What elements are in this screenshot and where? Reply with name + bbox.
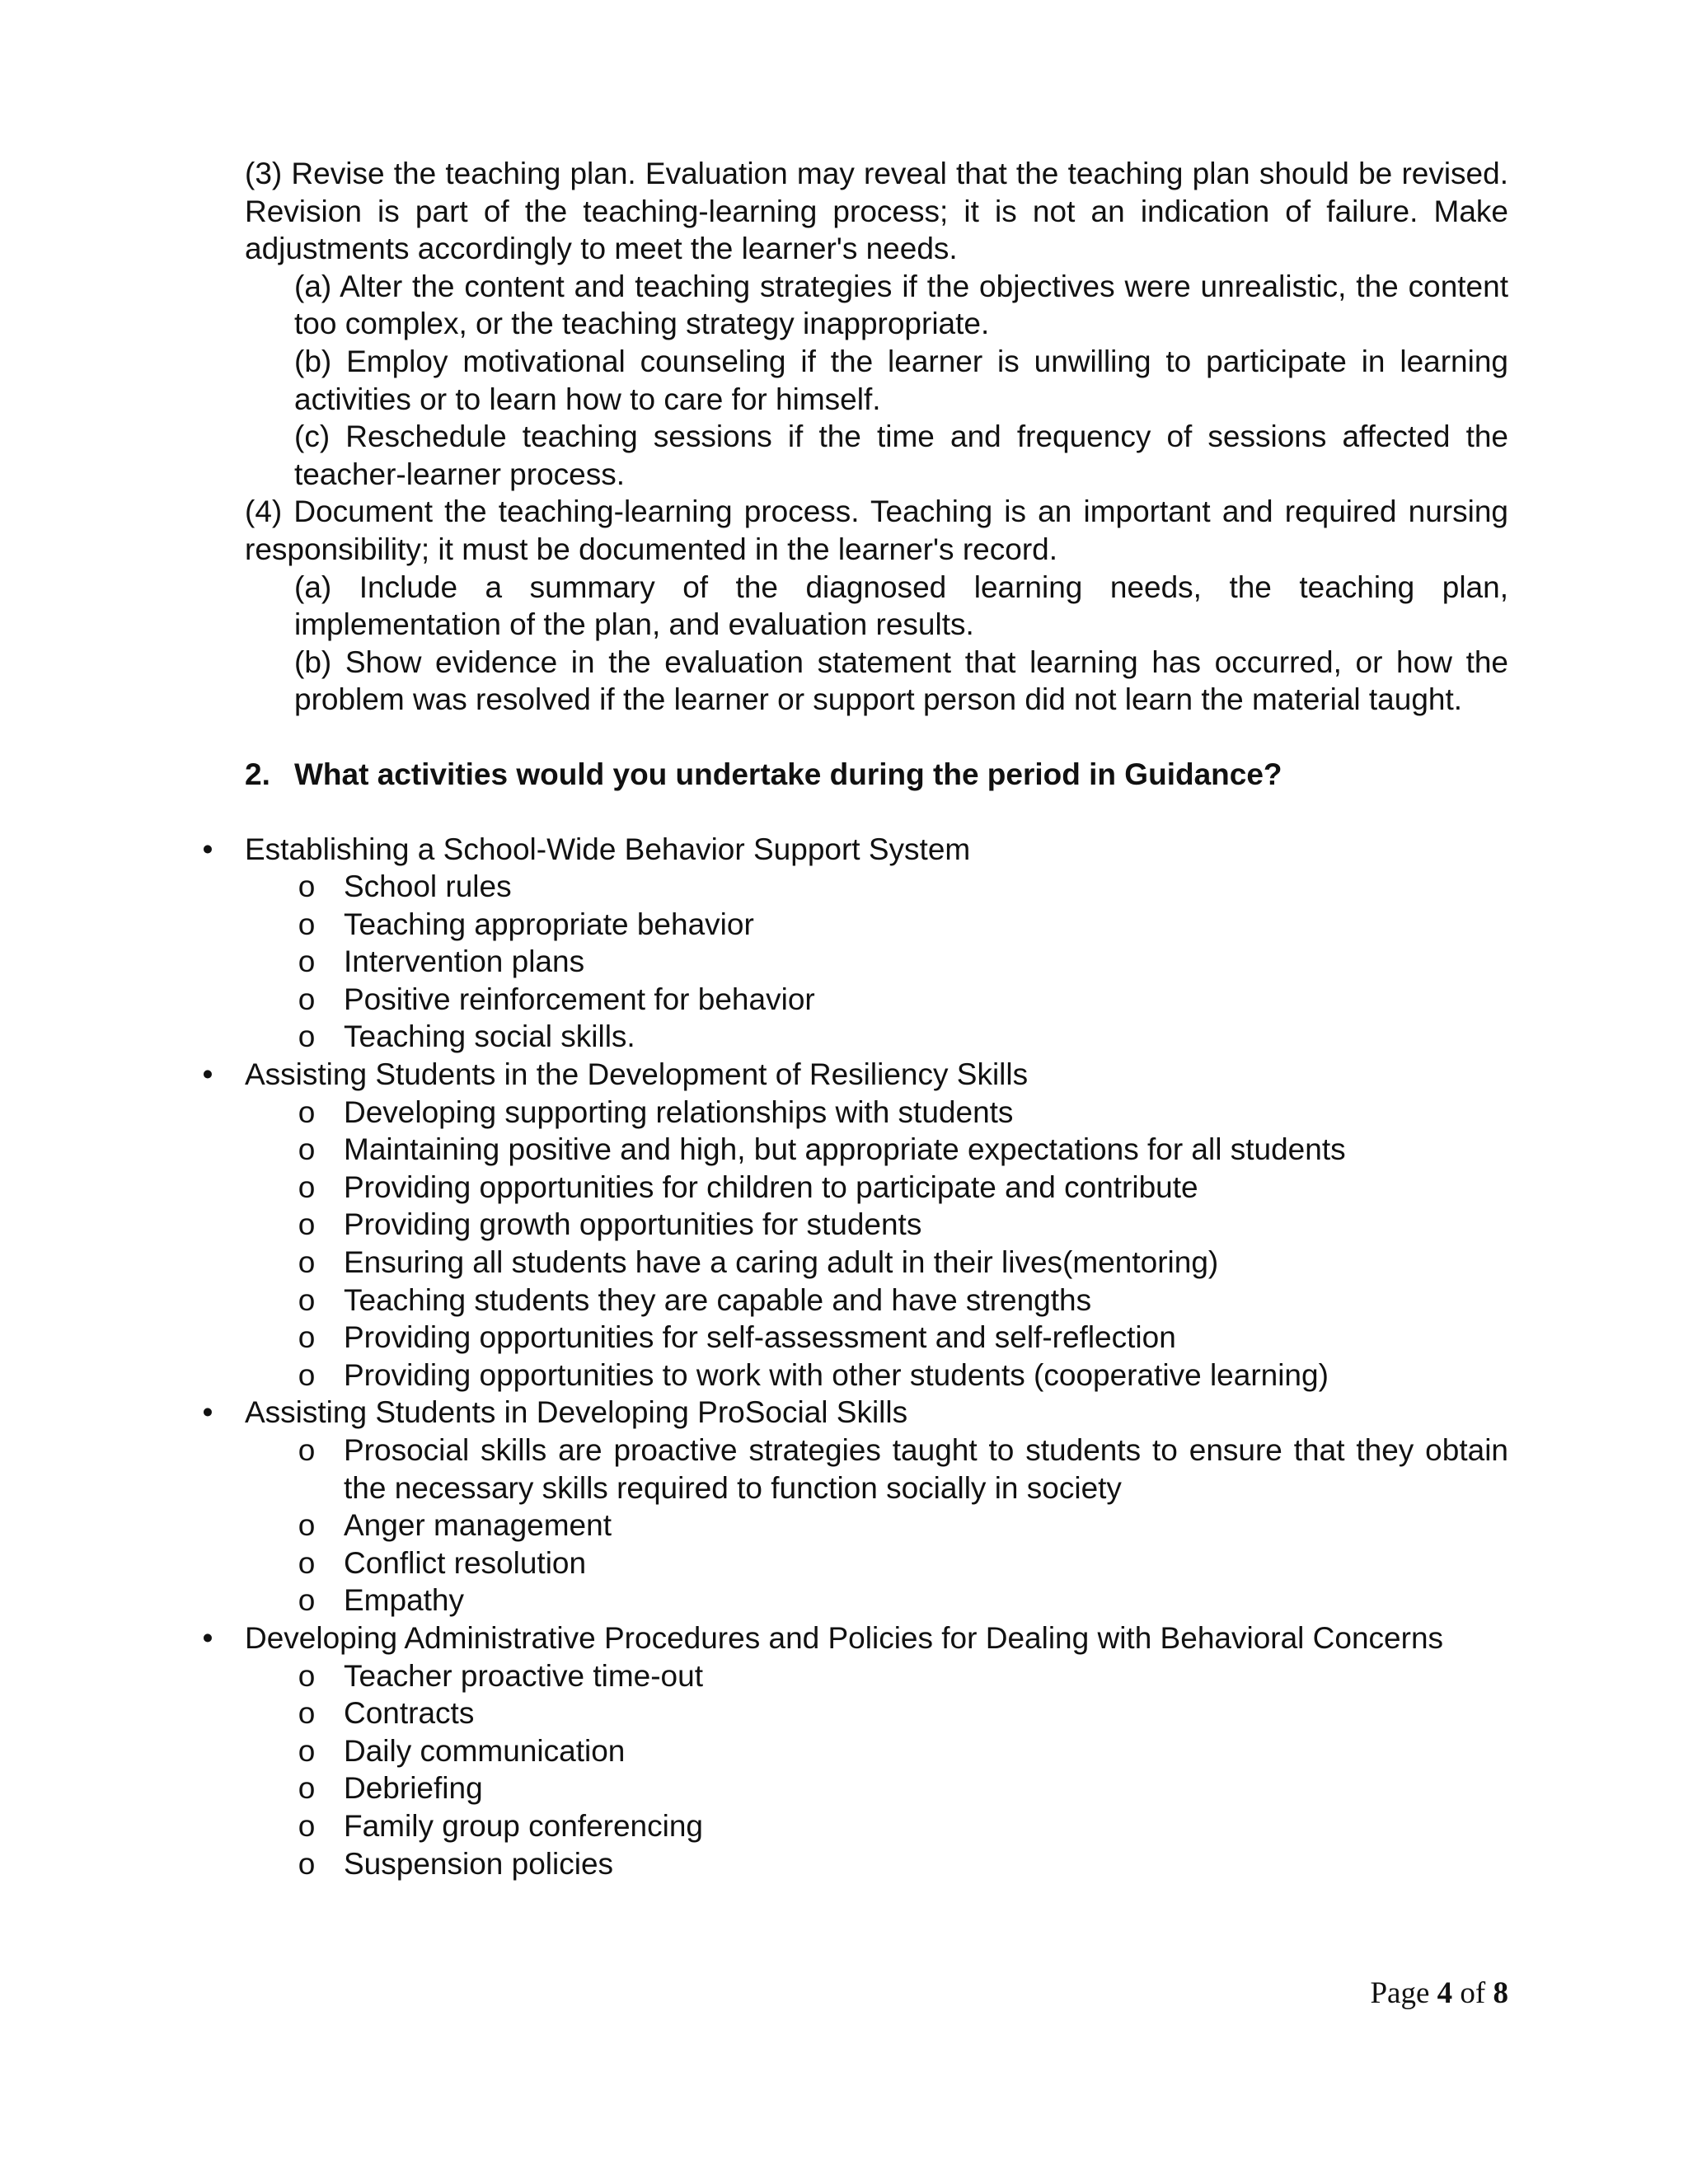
list-item-text: Contracts [344, 1696, 475, 1731]
list-item-text: Family group conferencing [344, 1808, 703, 1843]
list-item [298, 1694, 1508, 1732]
circle-bullet-icon: o [298, 982, 316, 1016]
list-item-text: Positive reinforcement for behavior [344, 982, 815, 1016]
circle-bullet-icon: o [298, 907, 316, 941]
list-item [298, 1094, 1508, 1132]
list-item [298, 1582, 1508, 1619]
page-number-footer [1370, 1975, 1508, 2013]
list-item [298, 1018, 1508, 1056]
circle-bullet-icon: o [298, 1245, 316, 1280]
part3-intro: (3) Revise the teaching plan. Evaluation may reveal that the teaching plan should be revised. Revision is part of the teaching-learning process; it is not an indication of failure. Make adjustments accordingly to meet the learner's needs. [245, 157, 1508, 266]
activity-sublist [245, 868, 1508, 1056]
bullet-dot-icon: • [202, 1057, 213, 1092]
footer-current-page: 4 [1437, 1976, 1453, 2010]
circle-bullet-icon: o [298, 1583, 316, 1618]
circle-bullet-icon: o [298, 1207, 316, 1242]
part3-item-b: (b) Employ motivational counseling if the learner is unwilling to participate in learning activities or to learn how to care for himself. [294, 344, 1508, 416]
list-item [298, 1657, 1508, 1695]
question-heading [245, 756, 1508, 794]
activity-sublist [245, 1657, 1508, 1883]
circle-bullet-icon: o [298, 1808, 316, 1843]
list-item-text: Intervention plans [344, 944, 585, 979]
list-item [298, 1282, 1508, 1319]
footer-page-word: Page [1370, 1976, 1430, 2010]
list-item-text: Suspension policies [344, 1846, 614, 1881]
list-item-text: Teacher proactive time-out [344, 1658, 703, 1693]
list-item [298, 1769, 1508, 1807]
activity-section-title: Assisting Students in the Development of Resiliency Skills [245, 1057, 1029, 1092]
part4-item-a: (a) Include a summary of the diagnosed learning needs, the teaching plan, implementation of the plan, and evaluation results. [294, 569, 1508, 642]
list-item [298, 1845, 1508, 1883]
list-item-text: Prosocial skills are proactive strategies taught to students to ensure that they obtain the necessary skills required to function socially in society [344, 1433, 1508, 1505]
list-item-text: Ensuring all students have a caring adult in their lives(mentoring) [344, 1245, 1219, 1280]
activity-section [202, 831, 1508, 1057]
part4-item-b: (b) Show evidence in the evaluation statement that learning has occurred, or how the problem was resolved if the learner or support person did not learn the material taught. [294, 644, 1508, 717]
part3-item-c: (c) Reschedule teaching sessions if the time and frequency of sessions affected the teacher-learner process. [294, 419, 1508, 491]
list-item [298, 868, 1508, 906]
activity-section [202, 1619, 1508, 1882]
list-item-text: Teaching appropriate behavior [344, 907, 754, 941]
circle-bullet-icon: o [298, 1545, 316, 1580]
activity-section [202, 1056, 1508, 1394]
circle-bullet-icon: o [298, 1169, 316, 1204]
footer-of-word: of [1460, 1976, 1486, 2010]
list-item-text: Teaching social skills. [344, 1019, 635, 1054]
activity-sublist [245, 1094, 1508, 1394]
list-item [298, 981, 1508, 1019]
list-item [298, 1807, 1508, 1845]
circle-bullet-icon: o [298, 1508, 316, 1543]
list-item-text: Teaching students they are capable and have strengths [344, 1282, 1092, 1317]
activity-section-title: Assisting Students in Developing ProSocial Skills [245, 1395, 908, 1430]
list-item-text: Providing opportunities for children to participate and contribute [344, 1169, 1198, 1204]
list-item-text: Developing supporting relationships with students [344, 1094, 1014, 1129]
list-item [298, 906, 1508, 944]
list-item-text: Debriefing [344, 1771, 483, 1806]
list-item [298, 1507, 1508, 1544]
circle-bullet-icon: o [298, 1433, 316, 1467]
list-item-text: Anger management [344, 1508, 612, 1543]
list-item-text: School rules [344, 869, 512, 904]
part3-item-a: (a) Alter the content and teaching strategies if the objectives were unrealistic, the content too complex, or the teaching strategy inappropriate. [294, 269, 1508, 341]
bullet-dot-icon: • [202, 1395, 213, 1430]
list-item-text: Maintaining positive and high, but appropriate expectations for all students [344, 1132, 1346, 1167]
circle-bullet-icon: o [298, 1132, 316, 1167]
list-item [298, 1357, 1508, 1394]
page-content [202, 155, 1508, 1882]
list-item [298, 1319, 1508, 1357]
circle-bullet-icon: o [298, 1282, 316, 1317]
list-item [298, 943, 1508, 981]
circle-bullet-icon: o [298, 1696, 316, 1731]
activity-section-title: Establishing a School-Wide Behavior Support System [245, 832, 971, 866]
footer-total-pages: 8 [1493, 1976, 1508, 2010]
circle-bullet-icon: o [298, 869, 316, 904]
circle-bullet-icon: o [298, 944, 316, 979]
circle-bullet-icon: o [298, 1658, 316, 1693]
circle-bullet-icon: o [298, 1320, 316, 1355]
list-item-text: Empathy [344, 1583, 465, 1618]
question-number: 2. [245, 757, 270, 791]
activity-sublist [245, 1432, 1508, 1619]
circle-bullet-icon: o [298, 1094, 316, 1129]
list-item-text: Providing growth opportunities for students [344, 1207, 922, 1242]
list-item [298, 1244, 1508, 1282]
circle-bullet-icon: o [298, 1019, 316, 1054]
circle-bullet-icon: o [298, 1357, 316, 1392]
list-item [298, 1544, 1508, 1582]
circle-bullet-icon: o [298, 1733, 316, 1768]
list-item [298, 1131, 1508, 1169]
part4-intro: (4) Document the teaching-learning process. Teaching is an important and required nursing responsibility; it must be documented in the learner's record. [245, 494, 1508, 566]
question-text: What activities would you undertake during the period in Guidance? [294, 757, 1282, 791]
list-item [298, 1206, 1508, 1244]
list-item-text: Conflict resolution [344, 1545, 587, 1580]
list-item-text: Providing opportunities for self-assessment and self-reflection [344, 1320, 1176, 1355]
list-item [298, 1169, 1508, 1207]
list-item-text: Providing opportunities to work with other students (cooperative learning) [344, 1357, 1329, 1392]
circle-bullet-icon: o [298, 1846, 316, 1881]
list-item-text: Daily communication [344, 1733, 626, 1768]
activities-list [202, 831, 1508, 1883]
list-item [298, 1732, 1508, 1770]
circle-bullet-icon: o [298, 1771, 316, 1806]
list-item [298, 1432, 1508, 1507]
activity-section [202, 1394, 1508, 1619]
activity-section-title: Developing Administrative Procedures and Policies for Dealing with Behavioral Concerns [245, 1620, 1444, 1655]
bullet-dot-icon: • [202, 832, 213, 866]
bullet-dot-icon: • [202, 1620, 213, 1655]
